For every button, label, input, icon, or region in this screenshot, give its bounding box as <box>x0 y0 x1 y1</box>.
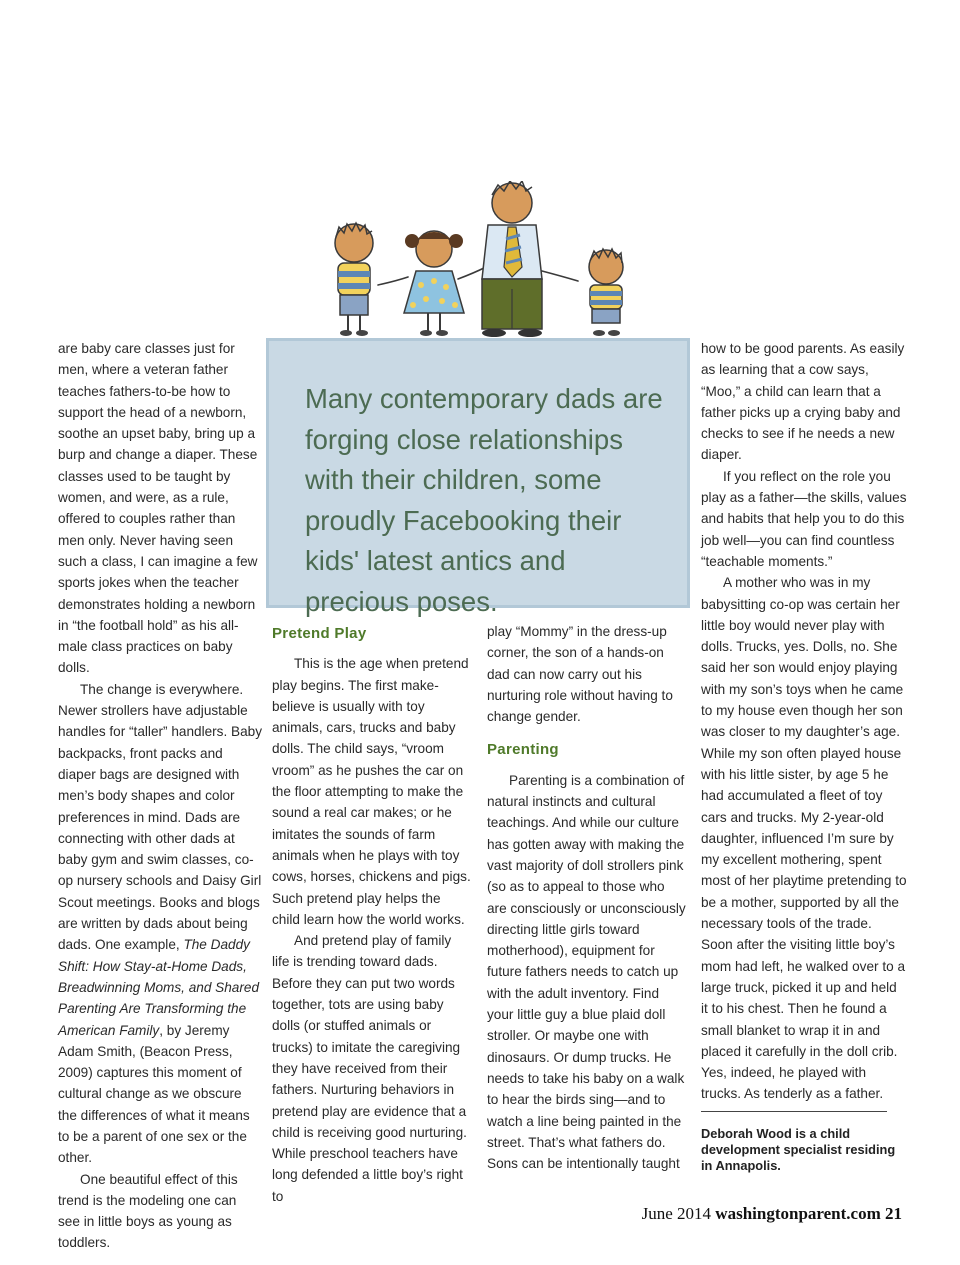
girl <box>404 231 464 336</box>
author-bio: Deborah Wood is a child development specialist residing in Annapolis. <box>701 1126 896 1173</box>
column-1 <box>58 338 262 1254</box>
father <box>482 181 542 337</box>
col4-paragraph-2: If you reflect on the role you play as a father—the skills, values and habits that help you to do this job well—you can find countless “teachable moments.” <box>701 468 907 569</box>
bio-divider <box>701 1111 887 1112</box>
col2-paragraph-1: This is the age when pretend play begins. The first make-believe is usually with toy animals, cars, trucks and baby dolls. The child says, “vroom vroom” as he pushes the car on the floor attempting to make the sound a real car makes; or he imitates the sounds of farm animals when he plays with toy cows, horses, chickens and pigs. Such pretend play helps the child learn how the world works. <box>272 656 471 927</box>
col3-paragraph-2: Parenting is a combination of natural instincts and cultural teachings. And while our culture has gotten away with making the vast majority of doll strollers pink (so as to appeal to those who are consciously or unconsciously directing little girls toward motherhood), equipment for future fathers needs to catch up with the adult inventory. Find your little guy a blue plaid doll stroller. Or maybe one with dinosaurs. Or dump trucks. He needs to take his baby on a walk to hear the birds sing—and to watch a line being painted in the street. That’s what fathers do. Sons can be intentionally taught <box>487 772 686 1172</box>
col1-paragraph-1: are baby care classes just for men, where a veteran father teaches fathers-to-be how to support the head of a newborn, soothe an upset baby, bring up a burp and change a diaper. These classes used to be taught by women, and were, as a rule, offered to couples rather than men only. Never having seen such a class, I can imagine a few sports jokes when the teacher demonstrates holding a newborn in “the football hold” as his all-male class practices on baby dolls. <box>58 341 258 676</box>
boy-right <box>589 249 623 336</box>
footer-page-number: 21 <box>885 1204 902 1223</box>
page-footer <box>642 1204 902 1224</box>
column-4 <box>701 338 907 1105</box>
footer-site: washingtonparent.com <box>715 1204 881 1223</box>
family-illustration <box>316 181 646 341</box>
boy-left <box>335 223 373 336</box>
column-2 <box>272 621 472 1207</box>
pullquote-box <box>266 338 690 617</box>
heading-pretend-play: Pretend Play <box>272 625 367 642</box>
col4-paragraph-1: how to be good parents. As easily as learning that a cow says, “Moo,” a child can learn that a father picks up a crying baby and checks to see if he needs a new diaper. <box>701 341 905 463</box>
column-3 <box>487 621 687 1174</box>
footer-date: June 2014 <box>641 1204 712 1223</box>
col1-paragraph-3: One beautiful effect of this trend is the modeling one can see in little boys as young as toddlers. <box>58 1171 238 1251</box>
col1-paragraph-2: The change is everywhere. Newer strollers have adjustable handles for “taller” handlers. Baby backpacks, front packs and diaper bags are designed with men’s body shapes and color preferences in mind. Dads are connecting with other dads at baby gym and swim classes, co-op nursery schools and Daisy Girl Scout meetings. Books and blogs are written by dads about being dads. One example, The Daddy Shift: How Stay-at-Home Dads, Breadwinning Moms, and Shared Parenting Are Transforming the American Family, by Jeremy Adam Smith, (Beacon Press, 2009) captures this moment of cultural change as we obscure the differences of what it means to be a parent of one sex or the other. <box>58 681 263 1166</box>
heading-parenting: Parenting <box>487 741 559 759</box>
pullquote-text: Many contemporary dads are forging close relationships with their children, some proudly Facebooking their kids' latest antics and precious poses. <box>305 383 663 617</box>
col2-paragraph-2: And pretend play of family life is trending toward dads. Before they can put two words together, tots are using baby dolls (or stuffed animals or trucks) to imitate the caregiving they have received from their fathers. Nurturing behaviors in pretend play are evidence that a child is receiving good nurturing. While preschool teachers have long defended a little boy’s right to <box>272 933 467 1204</box>
col3-paragraph-1: play “Mommy” in the dress-up corner, the son of a hands-on dad can now carry out his nurturing role without having to change gender. <box>487 624 673 725</box>
book-title: The Daddy Shift: How Stay-at-Home Dads, Breadwinning Moms, and Shared Parenting Are Transforming the American Family <box>58 937 259 1038</box>
col4-paragraph-3: A mother who was in my babysitting co-op was certain her little boy would never play with dolls. Trucks, yes. Dolls, no. She said her son would enjoy playing with my son’s toys when he came to my house even though her son was closer to my daughter’s age. While my son often played house with his little sister, by age 5 he had accumulated a fleet of toy cars and trucks. My 2-year-old daughter, influenced I’m sure by my excellent mothering, spent most of her playtime pretending to be a mother, supported by all the necessary tools of the trade. Soon after the visiting little boy’s mom had left, he walked over to a large truck, picked it up and held it to his chest. Then he found a small blanket to wrap it in and placed it carefully in the doll crib. Yes, indeed, he played with trucks. As tenderly as a father. <box>701 575 907 1102</box>
